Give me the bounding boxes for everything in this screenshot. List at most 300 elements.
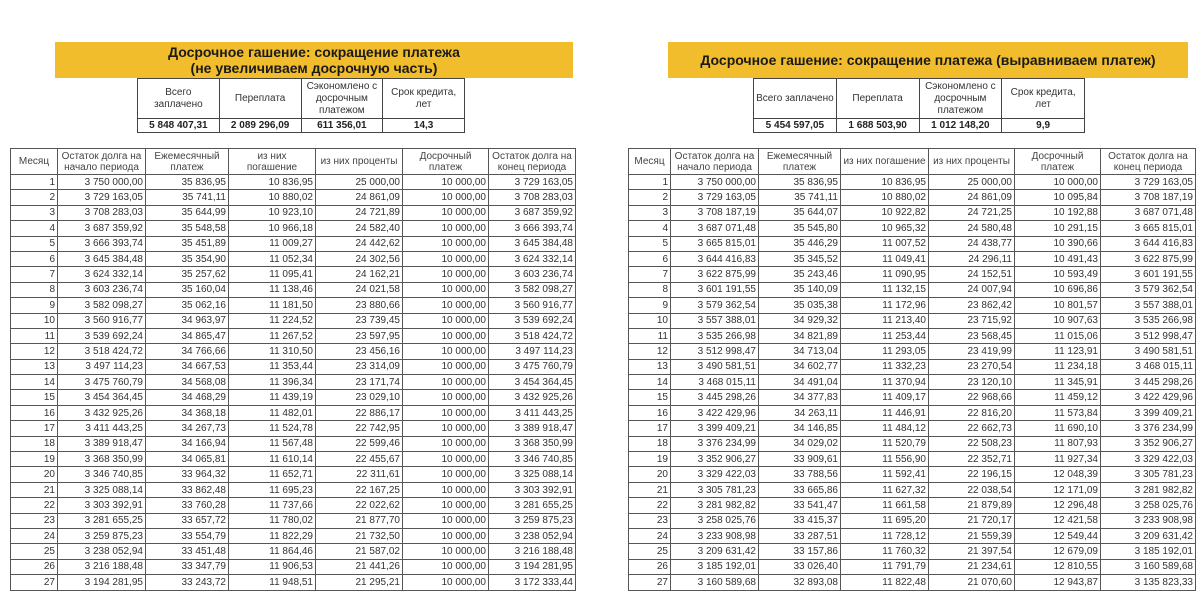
- table-cell: 3 216 188,48: [58, 559, 146, 574]
- table-cell: 3 687 071,48: [671, 221, 759, 236]
- table-row: [11, 513, 576, 528]
- table-cell: 11 737,66: [229, 498, 316, 513]
- table-cell: 12 296,48: [1015, 498, 1101, 513]
- table-cell: 18: [629, 436, 671, 451]
- table-cell: 10 593,49: [1015, 267, 1101, 282]
- table-cell: 11 396,34: [229, 375, 316, 390]
- table-row: [629, 236, 1196, 251]
- table-cell: 11 728,12: [841, 528, 929, 543]
- table-cell: 3 603 236,74: [58, 282, 146, 297]
- table-row: [629, 175, 1196, 190]
- table-cell: 35 451,89: [146, 236, 229, 251]
- table-cell: 11 267,52: [229, 328, 316, 343]
- table-cell: 33 157,86: [759, 544, 841, 559]
- table-cell: 23 270,54: [929, 359, 1015, 374]
- table-cell: 23 715,92: [929, 313, 1015, 328]
- table-cell: 3 368 350,99: [58, 452, 146, 467]
- table-cell: 11 822,29: [229, 528, 316, 543]
- table-row: [11, 282, 576, 297]
- table-cell: 10 000,00: [403, 190, 489, 205]
- table-cell: 3 512 998,47: [1101, 328, 1196, 343]
- table-cell: 21 295,21: [316, 575, 403, 590]
- table-cell: 11 332,23: [841, 359, 929, 374]
- table-cell: 11 015,06: [1015, 328, 1101, 343]
- table-cell: 10 836,95: [229, 175, 316, 190]
- table-cell: 3 258 025,76: [1101, 498, 1196, 513]
- table-cell: 22 742,95: [316, 421, 403, 436]
- table-cell: 3 579 362,54: [1101, 282, 1196, 297]
- column-header: Остаток долга на начало периода: [58, 149, 146, 175]
- table-cell: 33 541,47: [759, 498, 841, 513]
- table-cell: 11 007,52: [841, 236, 929, 251]
- table-row: [11, 298, 576, 313]
- table-cell: 3 603 236,74: [489, 267, 576, 282]
- table-row: [11, 221, 576, 236]
- table-cell: 17: [11, 421, 58, 436]
- table-cell: 10 836,95: [841, 175, 929, 190]
- table-cell: 10 000,00: [403, 205, 489, 220]
- table-cell: 15: [11, 390, 58, 405]
- table-cell: 11 409,17: [841, 390, 929, 405]
- column-header: из них погашение: [841, 149, 929, 175]
- table-cell: 3 259 875,23: [58, 528, 146, 543]
- table-cell: 3 582 098,27: [58, 298, 146, 313]
- table-cell: 3 422 429,96: [1101, 390, 1196, 405]
- table-cell: 3 539 692,24: [489, 313, 576, 328]
- table-cell: 11 610,14: [229, 452, 316, 467]
- right-title-line1: Досрочное гашение: сокращение платежа (выравниваем платеж): [700, 52, 1156, 68]
- table-cell: 24: [11, 528, 58, 543]
- table-cell: 23 880,66: [316, 298, 403, 313]
- table-cell: 33 554,79: [146, 528, 229, 543]
- table-row: [11, 544, 576, 559]
- table-cell: 3 708 283,03: [489, 190, 576, 205]
- column-header: Месяц: [11, 149, 58, 175]
- table-cell: 34 263,11: [759, 405, 841, 420]
- table-cell: 10 000,00: [403, 236, 489, 251]
- table-cell: 3 160 589,68: [671, 575, 759, 590]
- table-cell: 33 862,48: [146, 482, 229, 497]
- table-cell: 3 729 163,05: [58, 190, 146, 205]
- summary-header: Срок кредита, лет: [383, 79, 465, 119]
- table-row: [11, 528, 576, 543]
- left-summary-table: [137, 78, 465, 133]
- table-cell: 10 966,18: [229, 221, 316, 236]
- table-cell: 10 000,00: [403, 375, 489, 390]
- table-cell: 23 120,10: [929, 375, 1015, 390]
- table-cell: 3 325 088,14: [58, 482, 146, 497]
- table-cell: 20: [11, 467, 58, 482]
- left-title-banner: [55, 42, 573, 78]
- table-cell: 10 000,00: [403, 328, 489, 343]
- table-cell: 3 582 098,27: [489, 282, 576, 297]
- table-cell: 2: [11, 190, 58, 205]
- table-cell: 11 052,34: [229, 251, 316, 266]
- table-cell: 33 451,48: [146, 544, 229, 559]
- table-cell: 10 000,00: [403, 421, 489, 436]
- table-cell: 12: [629, 344, 671, 359]
- table-cell: 21 587,02: [316, 544, 403, 559]
- table-cell: 24 007,94: [929, 282, 1015, 297]
- column-header: из них погашение: [229, 149, 316, 175]
- table-cell: 10 000,00: [1015, 175, 1101, 190]
- table-row: [629, 375, 1196, 390]
- table-cell: 35 140,09: [759, 282, 841, 297]
- table-row: [11, 205, 576, 220]
- table-row: [11, 328, 576, 343]
- summary-header: Переплата: [836, 79, 919, 119]
- table-cell: 9: [11, 298, 58, 313]
- table-cell: 34 267,73: [146, 421, 229, 436]
- summary-header: Срок кредита, лет: [1002, 79, 1085, 119]
- table-cell: 3 708 187,19: [671, 205, 759, 220]
- table-cell: 14: [629, 375, 671, 390]
- table-cell: 3 305 781,23: [1101, 467, 1196, 482]
- table-cell: 3 454 364,45: [489, 375, 576, 390]
- summary-value: 1 012 148,20: [919, 119, 1002, 133]
- table-cell: 35 548,58: [146, 221, 229, 236]
- table-cell: 33 243,72: [146, 575, 229, 590]
- table-cell: 33 909,61: [759, 452, 841, 467]
- table-row: [629, 221, 1196, 236]
- table-cell: 11 690,10: [1015, 421, 1101, 436]
- table-cell: 12 943,87: [1015, 575, 1101, 590]
- table-cell: 3 601 191,55: [1101, 267, 1196, 282]
- table-cell: 3 518 424,72: [489, 328, 576, 343]
- table-cell: 34 468,29: [146, 390, 229, 405]
- table-cell: 11 370,94: [841, 375, 929, 390]
- table-cell: 3 579 362,54: [671, 298, 759, 313]
- table-cell: 3 445 298,26: [1101, 375, 1196, 390]
- table-cell: 25: [629, 544, 671, 559]
- table-cell: 3 665 815,01: [1101, 221, 1196, 236]
- table-cell: 3 750 000,00: [58, 175, 146, 190]
- column-header: из них проценты: [929, 149, 1015, 175]
- table-cell: 3 518 424,72: [58, 344, 146, 359]
- table-cell: 3 135 823,33: [1101, 575, 1196, 590]
- table-cell: 3 497 114,23: [489, 344, 576, 359]
- table-cell: 35 446,29: [759, 236, 841, 251]
- table-cell: 1: [11, 175, 58, 190]
- column-header: Ежемесячный платеж: [759, 149, 841, 175]
- table-row: [11, 482, 576, 497]
- table-cell: 10 000,00: [403, 436, 489, 451]
- table-cell: 24 021,58: [316, 282, 403, 297]
- table-cell: 3 708 187,19: [1101, 190, 1196, 205]
- table-cell: 22 816,20: [929, 405, 1015, 420]
- table-cell: 3 194 281,95: [58, 575, 146, 590]
- table-cell: 22 455,67: [316, 452, 403, 467]
- summary-header: Сэкономлено с досрочным платежом: [919, 79, 1002, 119]
- table-cell: 24 721,25: [929, 205, 1015, 220]
- table-cell: 22 968,66: [929, 390, 1015, 405]
- table-cell: 33 415,37: [759, 513, 841, 528]
- table-cell: 3: [11, 205, 58, 220]
- table-cell: 3 209 631,42: [1101, 528, 1196, 543]
- table-cell: 11: [629, 328, 671, 343]
- table-cell: 12 171,09: [1015, 482, 1101, 497]
- table-row: [11, 190, 576, 205]
- table-cell: 3 687 359,92: [58, 221, 146, 236]
- table-cell: 35 741,11: [759, 190, 841, 205]
- table-cell: 3 665 815,01: [671, 236, 759, 251]
- table-cell: 10: [11, 313, 58, 328]
- table-row: [11, 405, 576, 420]
- table-cell: 5: [629, 236, 671, 251]
- left-title-line1: Досрочное гашение: сокращение платежа: [168, 44, 460, 60]
- table-cell: 3 622 875,99: [671, 267, 759, 282]
- summary-header: Всего заплачено: [138, 79, 220, 119]
- table-cell: 25 000,00: [316, 175, 403, 190]
- table-cell: 11 138,46: [229, 282, 316, 297]
- table-cell: 21 879,89: [929, 498, 1015, 513]
- table-cell: 11 234,18: [1015, 359, 1101, 374]
- table-cell: 10 000,00: [403, 175, 489, 190]
- table-row: [629, 467, 1196, 482]
- table-cell: 34 865,47: [146, 328, 229, 343]
- table-cell: 22 311,61: [316, 467, 403, 482]
- table-cell: 13: [11, 359, 58, 374]
- table-row: [629, 390, 1196, 405]
- table-cell: 10 000,00: [403, 390, 489, 405]
- table-cell: 24 580,48: [929, 221, 1015, 236]
- table-cell: 3 259 875,23: [489, 513, 576, 528]
- table-cell: 22 022,62: [316, 498, 403, 513]
- table-cell: 10 000,00: [403, 405, 489, 420]
- table-cell: 3 376 234,99: [1101, 421, 1196, 436]
- table-cell: 11 864,46: [229, 544, 316, 559]
- table-cell: 11 567,48: [229, 436, 316, 451]
- table-cell: 11 095,41: [229, 267, 316, 282]
- summary-value: 5 454 597,05: [754, 119, 837, 133]
- table-cell: 22 196,15: [929, 467, 1015, 482]
- table-cell: 34 377,83: [759, 390, 841, 405]
- table-cell: 22: [11, 498, 58, 513]
- table-cell: 11 172,96: [841, 298, 929, 313]
- table-cell: 33 347,79: [146, 559, 229, 574]
- table-cell: 3 622 875,99: [1101, 251, 1196, 266]
- table-row: [629, 205, 1196, 220]
- table-cell: 10 491,43: [1015, 251, 1101, 266]
- table-cell: 11 695,23: [229, 482, 316, 497]
- left-title-line2: (не увеличиваем досрочную часть): [190, 60, 438, 76]
- column-header: Досрочный платеж: [403, 149, 489, 175]
- table-cell: 11 132,15: [841, 282, 929, 297]
- table-cell: 11 224,52: [229, 313, 316, 328]
- table-cell: 8: [629, 282, 671, 297]
- table-cell: 3 557 388,01: [671, 313, 759, 328]
- table-cell: 24 302,56: [316, 251, 403, 266]
- table-cell: 24: [629, 528, 671, 543]
- table-cell: 3 160 589,68: [1101, 559, 1196, 574]
- table-row: [629, 298, 1196, 313]
- table-cell: 11 822,48: [841, 575, 929, 590]
- table-cell: 10 000,00: [403, 482, 489, 497]
- table-cell: 3 399 409,21: [1101, 405, 1196, 420]
- table-cell: 21 397,54: [929, 544, 1015, 559]
- table-cell: 11 293,05: [841, 344, 929, 359]
- table-row: [629, 575, 1196, 590]
- table-cell: 3 411 443,25: [58, 421, 146, 436]
- table-cell: 3 346 740,85: [489, 452, 576, 467]
- summary-header: Всего заплачено: [754, 79, 837, 119]
- table-cell: 10 965,32: [841, 221, 929, 236]
- table-cell: 23 029,10: [316, 390, 403, 405]
- table-row: [629, 251, 1196, 266]
- table-cell: 9: [629, 298, 671, 313]
- table-cell: 3 432 925,26: [489, 390, 576, 405]
- summary-value: 9,9: [1002, 119, 1085, 133]
- table-cell: 22 352,71: [929, 452, 1015, 467]
- table-cell: 22 508,23: [929, 436, 1015, 451]
- table-cell: 10 000,00: [403, 221, 489, 236]
- table-cell: 3 750 000,00: [671, 175, 759, 190]
- table-cell: 23 314,09: [316, 359, 403, 374]
- table-cell: 11 049,41: [841, 251, 929, 266]
- table-cell: 10 000,00: [403, 559, 489, 574]
- table-cell: 6: [629, 251, 671, 266]
- table-cell: 10 922,82: [841, 205, 929, 220]
- table-row: [629, 559, 1196, 574]
- table-header-row: [11, 149, 576, 175]
- table-cell: 3 238 052,94: [58, 544, 146, 559]
- table-cell: 24 861,09: [929, 190, 1015, 205]
- table-cell: 3 325 088,14: [489, 467, 576, 482]
- table-cell: 10 000,00: [403, 513, 489, 528]
- table-cell: 3 303 392,91: [489, 482, 576, 497]
- table-cell: 3 216 188,48: [489, 544, 576, 559]
- table-cell: 34 713,04: [759, 344, 841, 359]
- table-row: [629, 190, 1196, 205]
- table-cell: 5: [11, 236, 58, 251]
- table-cell: 3 281 655,25: [489, 498, 576, 513]
- table-cell: 3 454 364,45: [58, 390, 146, 405]
- table-cell: 7: [629, 267, 671, 282]
- table-cell: 12 679,09: [1015, 544, 1101, 559]
- table-row: [629, 482, 1196, 497]
- right-schedule-table: [628, 148, 1196, 591]
- table-cell: 11 446,91: [841, 405, 929, 420]
- table-row: [11, 313, 576, 328]
- table-cell: 34 602,77: [759, 359, 841, 374]
- table-row: [629, 344, 1196, 359]
- table-cell: 25: [11, 544, 58, 559]
- summary-value: 611 356,01: [301, 119, 383, 133]
- table-cell: 35 257,62: [146, 267, 229, 282]
- table-cell: 23: [629, 513, 671, 528]
- table-cell: 3 281 982,82: [671, 498, 759, 513]
- table-cell: 3 389 918,47: [489, 421, 576, 436]
- table-cell: 10 000,00: [403, 467, 489, 482]
- table-cell: 27: [11, 575, 58, 590]
- table-cell: 34 065,81: [146, 452, 229, 467]
- table-cell: 3 729 163,05: [671, 190, 759, 205]
- table-cell: 11 520,79: [841, 436, 929, 451]
- table-cell: 22 662,73: [929, 421, 1015, 436]
- table-cell: 3 560 916,77: [489, 298, 576, 313]
- table-cell: 12 048,39: [1015, 467, 1101, 482]
- table-cell: 23: [11, 513, 58, 528]
- table-cell: 35 836,95: [146, 175, 229, 190]
- table-row: [11, 421, 576, 436]
- table-row: [11, 375, 576, 390]
- column-header: Досрочный платеж: [1015, 149, 1101, 175]
- table-cell: 34 821,89: [759, 328, 841, 343]
- table-cell: 33 657,72: [146, 513, 229, 528]
- summary-value: 14,3: [383, 119, 465, 133]
- table-cell: 35 354,90: [146, 251, 229, 266]
- table-cell: 11 345,91: [1015, 375, 1101, 390]
- table-cell: 3 644 416,83: [1101, 236, 1196, 251]
- left-schedule-table: [10, 148, 576, 591]
- summary-value: 2 089 296,09: [219, 119, 301, 133]
- summary-value: 5 848 407,31: [138, 119, 220, 133]
- table-cell: 22 167,25: [316, 482, 403, 497]
- table-cell: 3 729 163,05: [489, 175, 576, 190]
- table-cell: 2: [629, 190, 671, 205]
- table-cell: 22 599,46: [316, 436, 403, 451]
- table-cell: 10 880,02: [229, 190, 316, 205]
- table-cell: 14: [11, 375, 58, 390]
- table-cell: 21 234,61: [929, 559, 1015, 574]
- column-header: из них проценты: [316, 149, 403, 175]
- table-cell: 33 026,40: [759, 559, 841, 574]
- table-cell: 10 000,00: [403, 452, 489, 467]
- table-cell: 35 644,07: [759, 205, 841, 220]
- table-row: [11, 436, 576, 451]
- table-row: [629, 267, 1196, 282]
- table-cell: 10 696,86: [1015, 282, 1101, 297]
- table-cell: 3 645 384,48: [58, 251, 146, 266]
- table-cell: 3 422 429,96: [671, 405, 759, 420]
- table-row: [11, 559, 576, 574]
- table-cell: 4: [11, 221, 58, 236]
- table-row: [11, 452, 576, 467]
- table-cell: 21: [11, 482, 58, 497]
- table-cell: 12 549,44: [1015, 528, 1101, 543]
- table-cell: 15: [629, 390, 671, 405]
- table-cell: 3 624 332,14: [489, 251, 576, 266]
- table-row: [11, 344, 576, 359]
- table-cell: 23 597,95: [316, 328, 403, 343]
- table-cell: 3 258 025,76: [671, 513, 759, 528]
- table-cell: 3 535 266,98: [671, 328, 759, 343]
- table-cell: 3 185 192,01: [1101, 544, 1196, 559]
- table-row: [11, 359, 576, 374]
- table-row: [629, 328, 1196, 343]
- table-cell: 11 353,44: [229, 359, 316, 374]
- table-cell: 10 000,00: [403, 575, 489, 590]
- table-cell: 35 035,38: [759, 298, 841, 313]
- right-title-banner: [668, 42, 1188, 78]
- table-cell: 34 963,97: [146, 313, 229, 328]
- column-header: Остаток долга на начало периода: [671, 149, 759, 175]
- table-cell: 11 459,12: [1015, 390, 1101, 405]
- table-cell: 11 791,79: [841, 559, 929, 574]
- table-cell: 3: [629, 205, 671, 220]
- table-cell: 11 181,50: [229, 298, 316, 313]
- table-cell: 24 721,89: [316, 205, 403, 220]
- table-cell: 21 559,39: [929, 528, 1015, 543]
- table-cell: 35 345,52: [759, 251, 841, 266]
- table-cell: 3 557 388,01: [1101, 298, 1196, 313]
- table-cell: 3 468 015,11: [671, 375, 759, 390]
- table-cell: 10 923,10: [229, 205, 316, 220]
- table-cell: 11: [11, 328, 58, 343]
- table-row: [11, 175, 576, 190]
- table-cell: 3 645 384,48: [489, 236, 576, 251]
- table-cell: 8: [11, 282, 58, 297]
